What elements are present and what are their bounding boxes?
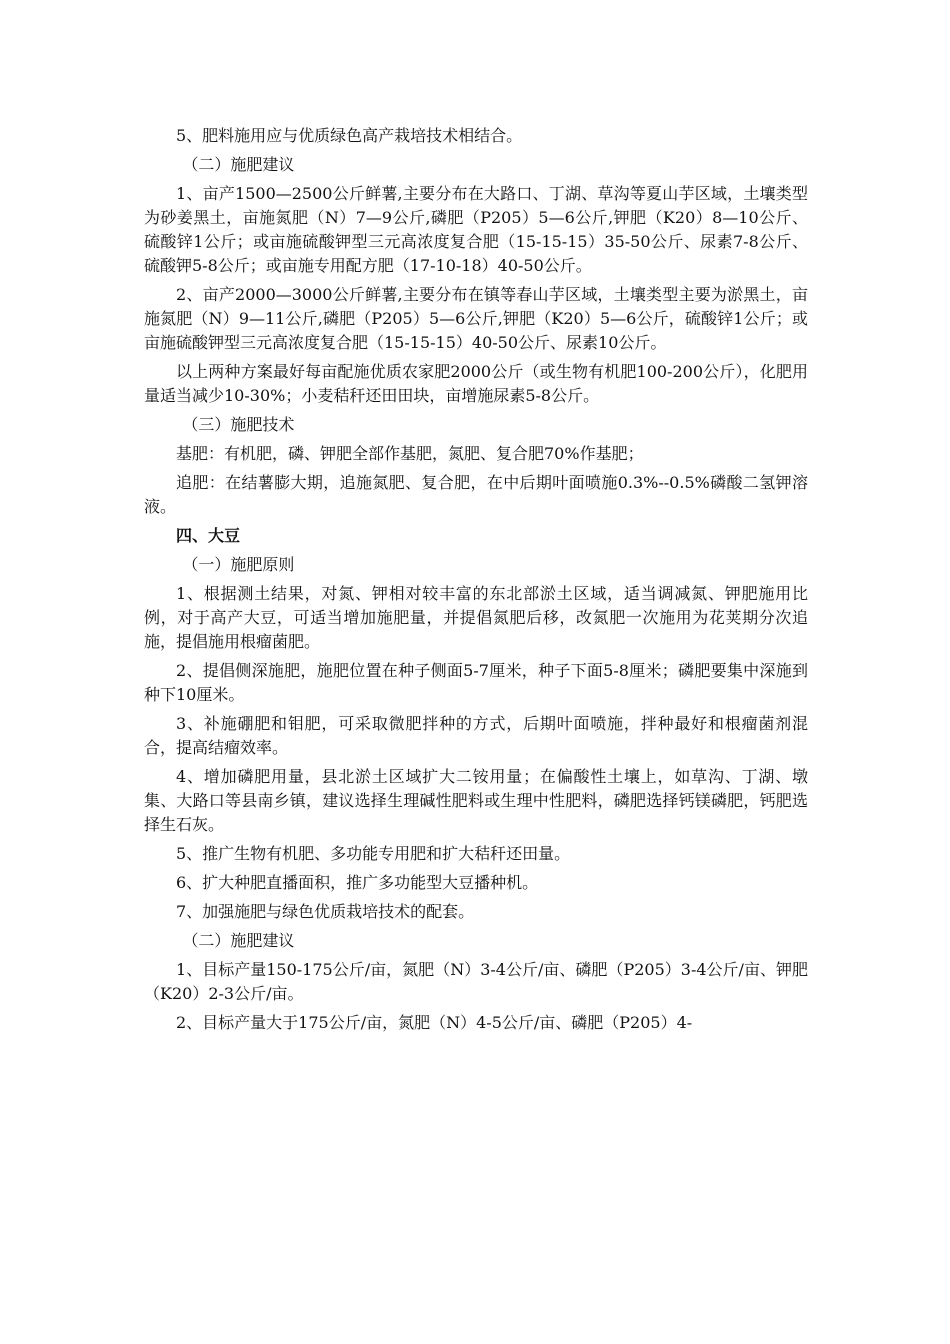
paragraph-soybean-advice-2: 2、目标产量大于175公斤/亩，氮肥（N）4-5公斤/亩、磷肥（P205）4- xyxy=(176,1013,693,1032)
subheading-soybean-principles: （一）施肥原则 xyxy=(182,555,295,574)
paragraph-topdressing: 追肥：在结薯膨大期，追施氮肥、复合肥，在中后期叶面喷施0.3%--0.5%磷酸二氢钾溶液。 xyxy=(144,473,808,516)
paragraph-organic-fertilizer-note: 以上两种方案最好每亩配施优质农家肥2000公斤（或生物有机肥100-200公斤），化肥用量适当减少10-30%；小麦秸秆还田田块，亩增施尿素5-8公斤。 xyxy=(144,362,808,405)
paragraph-soybean-principle-1: 1、根据测土结果，对氮、钾相对较丰富的东北部淤土区域，适当调减氮、钾肥施用比例，对于高产大豆，可适当增加施肥量，并提倡氮肥后移，改氮肥一次施用为花荚期分次追施，提倡施用根瘤菌肥。 xyxy=(144,584,808,651)
subheading-soybean-advice: （二）施肥建议 xyxy=(182,931,295,950)
document-body xyxy=(144,124,808,1040)
paragraph-base-fertilizer: 基肥：有机肥，磷、钾肥全部作基肥，氮肥、复合肥70%作基肥； xyxy=(176,444,644,463)
paragraph-soybean-principle-3: 3、补施硼肥和钼肥，可采取微肥拌种的方式，后期叶面喷施，拌种最好和根瘤菌剂混合，提高结瘤效率。 xyxy=(144,714,808,757)
section-heading-soybean: 四、大豆 xyxy=(176,526,241,545)
paragraph-yield-2000-3000: 2、亩产2000—3000公斤鲜薯,主要分布在镇等春山芋区域，土壤类型主要为淤黑土，亩施氮肥（N）9—11公斤,磷肥（P205）5—6公斤,钾肥（K20）5—6公斤，硫酸锌1公斤；或亩施硫酸钾型三元高浓度复合肥（15-15-15）40-50公斤、尿素10公斤。 xyxy=(144,285,808,352)
paragraph-fertilizer-principle-5: 5、肥料施用应与优质绿色高产栽培技术相结合。 xyxy=(176,126,523,145)
subheading-fertilizer-technique: （三）施肥技术 xyxy=(182,415,295,434)
paragraph-soybean-principle-6: 6、扩大种肥直播面积，推广多功能型大豆播种机。 xyxy=(176,873,539,892)
paragraph-soybean-principle-7: 7、加强施肥与绿色优质栽培技术的配套。 xyxy=(176,902,475,921)
paragraph-yield-1500-2500: 1、亩产1500—2500公斤鲜薯,主要分布在大路口、丁湖、草沟等夏山芋区域，土壤类型为砂姜黑土，亩施氮肥（N）7—9公斤,磷肥（P205）5—6公斤,钾肥（K20）8—10公斤、硫酸锌1公斤；或亩施硫酸钾型三元高浓度复合肥（15-15-15）35-50公斤、尿素7-8公斤、硫酸钾5-8公斤；或亩施专用配方肥（17-10-18）40-50公斤。 xyxy=(144,184,808,275)
paragraph-soybean-principle-4: 4、增加磷肥用量，县北淤土区域扩大二铵用量；在偏酸性土壤上，如草沟、丁湖、墩集、大路口等县南乡镇，建议选择生理碱性肥料或生理中性肥料，磷肥选择钙镁磷肥，钙肥选择生石灰。 xyxy=(144,767,808,834)
subheading-fertilizer-advice: （二）施肥建议 xyxy=(182,155,295,174)
paragraph-soybean-advice-1: 1、目标产量150-175公斤/亩，氮肥（N）3-4公斤/亩、磷肥（P205）3-4公斤/亩、钾肥（K20）2-3公斤/亩。 xyxy=(144,960,808,1003)
paragraph-soybean-principle-2: 2、提倡侧深施肥，施肥位置在种子侧面5-7厘米，种子下面5-8厘米；磷肥要集中深施到种下10厘米。 xyxy=(144,661,808,704)
paragraph-soybean-principle-5: 5、推广生物有机肥、多功能专用肥和扩大秸秆还田量。 xyxy=(176,844,571,863)
